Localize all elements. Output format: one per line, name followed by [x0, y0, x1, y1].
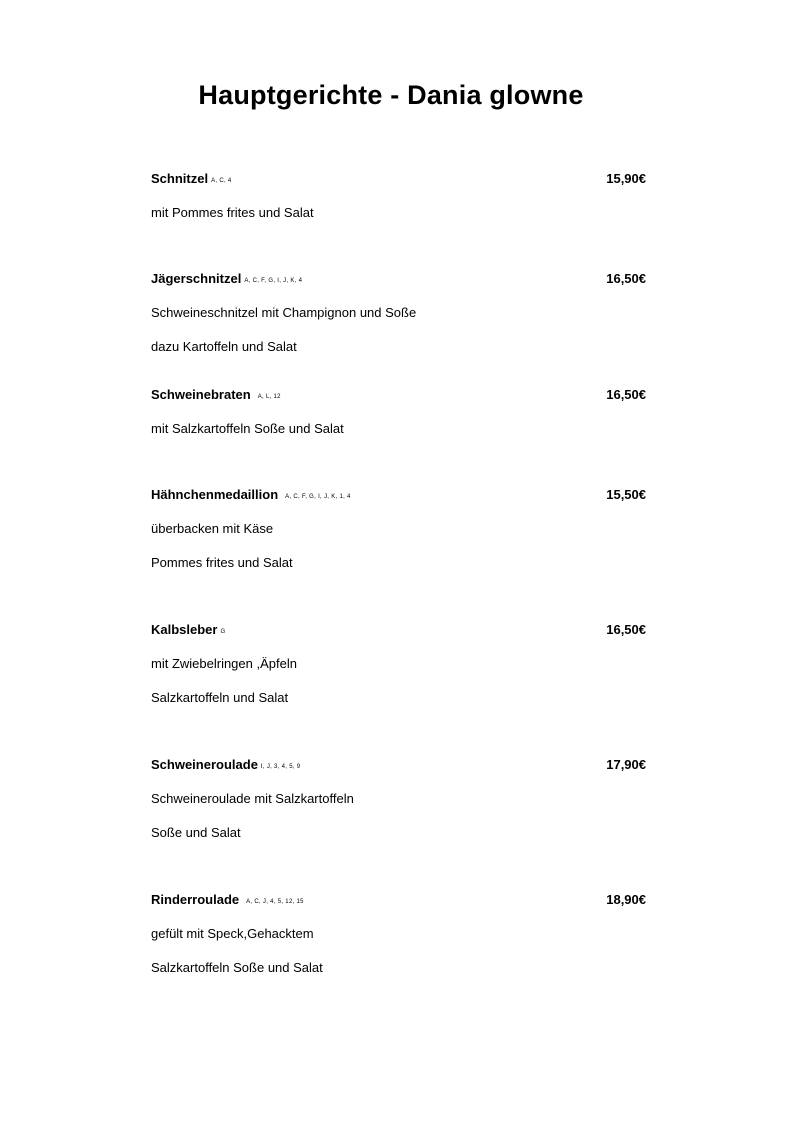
allergen-codes: A, L, 12	[257, 394, 281, 400]
menu-item-rinderroulade	[151, 891, 646, 977]
dish-description: Pommes frites und Salat	[151, 555, 293, 570]
menu-item-header	[151, 270, 646, 288]
menu-item-kalbsleber	[151, 621, 646, 707]
menu-item-header	[151, 756, 646, 774]
allergen-codes: G	[220, 629, 226, 635]
dish-name: Rinderroulade	[151, 892, 240, 907]
dish-description: Schweineroulade mit Salzkartoffeln	[151, 791, 354, 806]
dish-description: mit Salzkartoffeln Soße und Salat	[151, 421, 344, 436]
menu-list	[151, 170, 646, 977]
menu-item-schweinebraten	[151, 386, 646, 438]
dish-description: mit Zwiebelringen ,Äpfeln	[151, 656, 297, 671]
dish-name: Schnitzel	[151, 171, 209, 186]
dish-description: Schweineschnitzel mit Champignon und Soße	[151, 305, 417, 320]
menu-item-header	[151, 621, 646, 639]
dish-description: Salzkartoffeln Soße und Salat	[151, 960, 323, 975]
dish-description: dazu Kartoffeln und Salat	[151, 339, 297, 354]
dish-description: Salzkartoffeln und Salat	[151, 690, 289, 705]
dish-name: Kalbsleber	[151, 622, 218, 637]
dish-price: 17,90€	[606, 757, 646, 772]
menu-item-header	[151, 386, 646, 404]
dish-price: 18,90€	[606, 892, 646, 907]
allergen-codes: A, C, F, G, I, J, K, 4	[244, 278, 303, 284]
dish-description: überbacken mit Käse	[151, 521, 274, 536]
allergen-codes: I, J, 3, 4, 5, 9	[260, 764, 301, 770]
dish-price: 16,50€	[606, 622, 646, 637]
dish-name: Hähnchenmedaillion	[151, 487, 279, 502]
dish-name: Schweinebraten	[151, 387, 251, 402]
dish-price: 15,90€	[606, 171, 646, 186]
allergen-codes: A, C, F, G, I, J, K, 1, 4	[285, 494, 351, 500]
menu-item-header	[151, 170, 646, 188]
dish-name: Jägerschnitzel	[151, 271, 242, 286]
dish-price: 16,50€	[606, 271, 646, 286]
dish-price: 16,50€	[606, 387, 646, 402]
allergen-codes: A, C, J, 4, 5, 12, 15	[246, 899, 304, 905]
menu-item-header	[151, 486, 646, 504]
dish-price: 15,50€	[606, 487, 646, 502]
dish-name: Schweineroulade	[151, 757, 258, 772]
dish-description: mit Pommes frites und Salat	[151, 205, 314, 220]
menu-item-header	[151, 891, 646, 909]
menu-item-jaegerschnitzel	[151, 270, 646, 356]
allergen-codes: A, C, 4	[211, 178, 232, 184]
dish-description: Soße und Salat	[151, 825, 241, 840]
menu-item-schweineroulade	[151, 756, 646, 842]
page-title: Hauptgerichte - Dania glowne	[198, 80, 584, 110]
menu-item-haehnchenmedaillion	[151, 486, 646, 572]
dish-description: gefült mit Speck,Gehacktem	[151, 926, 314, 941]
menu-item-schnitzel	[151, 170, 646, 222]
